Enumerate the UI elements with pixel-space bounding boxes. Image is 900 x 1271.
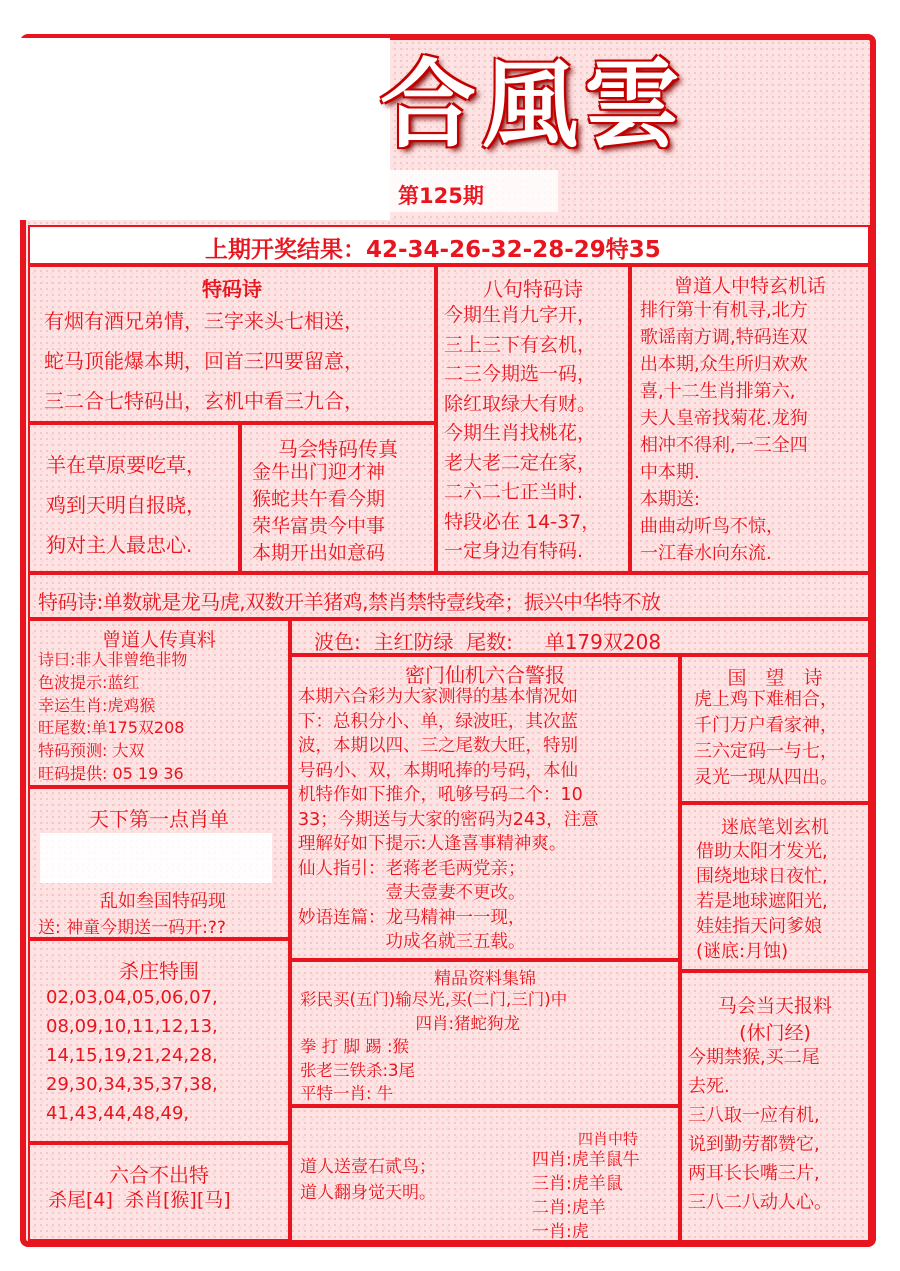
eight-line: 三上三下有玄机，: [444, 333, 597, 356]
riddle-line: 围绕地球日夜忙,: [696, 866, 828, 887]
jingpin-title: 精品资料集锦: [434, 969, 536, 989]
secret-line: 壹夫壹妻不更改。: [298, 883, 526, 903]
four-special-line: 一肖:虎: [532, 1222, 589, 1242]
poem-box: [28, 265, 436, 423]
mahui-fax-lines: [252, 459, 385, 567]
four-special-title: 四肖中特: [578, 1130, 639, 1148]
jingpin-line: 四肖:猪蛇狗龙: [300, 1013, 521, 1033]
zeng-talk-box: [630, 265, 870, 573]
secret-line: 号码小、双，本期吼捧的号码，本仙: [298, 760, 578, 781]
zeng-fax-line: 幸运生肖:虎鸡猴: [38, 695, 156, 715]
sheep-line: 狗对主人最忠心.: [46, 533, 193, 557]
kill-line: 14,15,19,21,24,28,: [46, 1045, 218, 1066]
riddle-line: (谜底:月蚀): [696, 941, 789, 962]
secret-line: 波，本期以四、三之尾数大旺，特别: [298, 736, 578, 756]
liuhe-text: 杀尾[4] 杀肖[猴][马]: [48, 1189, 231, 1211]
eight-lines-box: [436, 265, 630, 573]
wave-row: [290, 619, 870, 655]
guowang-title: 国 望 诗: [727, 667, 823, 689]
zeng-talk-line: 相冲不得利,一三全四: [640, 435, 808, 456]
secret-line: 33；今期送与大家的密码为243，注意: [298, 809, 599, 830]
mahui-today-box: [680, 971, 870, 1242]
kill-title: 杀庄特围: [119, 959, 199, 983]
result-text: 上期开奖结果：42-34-26-32-28-29特35: [205, 237, 661, 263]
eight-line: 除红取绿大有财。: [444, 392, 597, 415]
mahui-today-line: 说到勤劳都赞它,: [688, 1134, 820, 1155]
secret-box: [290, 655, 680, 960]
zeng-fax-title: 曾道人传真料: [101, 629, 216, 651]
daoren-line: 道人翻身觉天明。: [300, 1183, 436, 1203]
guowang-line: 虎上鸡下难相合，: [694, 689, 838, 710]
poem-line: 三二合七特码出，玄机中看三九合，: [44, 389, 364, 413]
zeng-fax-box: [28, 619, 290, 787]
mahui-today-line: 三八取一应有机,: [688, 1105, 820, 1126]
guowang-lines: [694, 687, 838, 791]
secret-line: 下：总积分小、单，绿波旺，其次蓝: [298, 711, 578, 732]
eight-lines: [444, 301, 600, 567]
riddle-line: 娃娃指天问爹娘: [696, 916, 822, 937]
eight-line: 今期生肖找桃花，: [444, 422, 597, 444]
mahui-fax-title: 马会特码传真: [278, 437, 398, 461]
daoren-box: [290, 1106, 680, 1242]
sheep-box: [28, 423, 240, 573]
mahui-today-line: 两耳长长嘴三片,: [688, 1163, 820, 1184]
daoren-line: 道人送壹石贰鸟；: [300, 1157, 436, 1177]
poem-lines: [44, 301, 364, 421]
secret-line: 仙人指引：老蒋老毛两党亲；: [298, 858, 526, 879]
kill-line: 29,30,34,35,37,38,: [46, 1074, 218, 1095]
issue-number: 第125期: [398, 184, 484, 208]
riddle-title: 迷底笔划玄机: [721, 817, 829, 838]
jingpin-line: 平特一肖: 牛: [300, 1084, 394, 1103]
liuhe-title: 六合不出特: [109, 1163, 209, 1187]
zeng-fax-line: 旺尾数:单175双208: [38, 718, 185, 738]
guowang-line: 灵光一现从四出。: [694, 767, 838, 788]
first-list-line: 乱如叁国特码现: [100, 891, 226, 912]
secret-line: 机特作如下推介，吼够号码二个：10: [298, 785, 583, 805]
mahui-fax-line: 荣华富贵今中事: [252, 515, 386, 537]
eight-line: 特段必在 14-37，: [444, 510, 601, 533]
four-special-lines: [532, 1148, 640, 1242]
secret-title: 密门仙机六合警报: [405, 663, 565, 687]
zeng-talk-title: 曾道人中特玄机话: [673, 275, 826, 297]
eight-title: 八句特码诗: [483, 277, 583, 301]
kill-line: 02,03,04,05,06,07,: [46, 987, 218, 1008]
riddle-line: 若是地球遮阳光,: [696, 891, 828, 912]
wave-text: 波色: 主红防绿 尾数: 单179双208: [314, 630, 662, 654]
zeng-talk-line: 中本期.: [640, 462, 700, 483]
obscured-area: [40, 833, 272, 883]
first-list-box: [28, 787, 290, 939]
sheep-line: 羊在草原要吃草，: [46, 453, 206, 477]
riddle-line: 借助太阳才发光,: [696, 841, 828, 862]
poem-line: 蛇马顶能爆本期，回首三四要留意，: [44, 349, 364, 373]
jingpin-line: 拳 打 脚 踢 :猴: [300, 1037, 410, 1056]
first-list-title: 天下第一点肖单: [89, 807, 229, 831]
guowang-line: 千门万户看家神，: [694, 715, 838, 736]
mahui-today-line: 三八二八动人心。: [688, 1192, 832, 1213]
kill-lines: [46, 983, 218, 1128]
kill-line: 41,43,44,48,49,: [46, 1103, 190, 1124]
mahui-today-line: 去死.: [688, 1076, 730, 1097]
secret-line: 功成名就三五载。: [298, 932, 526, 952]
zeng-fax-line: 色波提示:蓝红: [38, 672, 140, 692]
poem-line: 有烟有酒兄弟情，三字来头七相送，: [44, 309, 364, 333]
mahui-fax-line: 本期开出如意码: [252, 542, 386, 564]
zeng-fax-line: 诗曰:非人非曾绝非物: [38, 650, 188, 669]
four-special-line: 三肖:虎羊鼠: [532, 1174, 623, 1194]
four-special-line: 四肖:虎羊鼠牛: [532, 1150, 640, 1170]
guowang-line: 三六定码一与七，: [694, 741, 838, 762]
zeng-fax-line: 特码预测: 大双: [38, 741, 145, 761]
zeng-talk-line: 曲曲动听鸟不惊，: [640, 516, 784, 537]
mahui-today-title: 马会当天报料: [717, 995, 832, 1017]
eight-line: 老大老二定在家，: [444, 451, 597, 474]
sheep-line: 鸡到天明自报晓，: [46, 493, 206, 517]
secret-line: 妙语连篇：龙马精神一一现，: [298, 907, 526, 928]
daoren-lines: [300, 1154, 436, 1206]
zeng-talk-line: 出本期,众生所归欢欢: [640, 354, 808, 375]
liuhe-box: [28, 1143, 290, 1241]
eight-line: 二六二七正当时.: [444, 481, 584, 503]
eight-line: 一定身边有特码.: [444, 540, 584, 562]
mahui-fax-line: 猴蛇共午看今期: [252, 488, 386, 510]
riddle-box: [680, 803, 870, 971]
riddle-lines: [696, 839, 828, 964]
zeng-talk-line: 喜,十二生肖排第六,: [640, 381, 796, 402]
eight-line: 今期生肖九字开，: [444, 304, 597, 326]
zeng-talk-lines: [640, 297, 808, 567]
eight-line: 二三今期选一码，: [444, 363, 597, 385]
jingpin-box: [290, 960, 680, 1106]
four-special-line: 二肖:虎羊: [532, 1198, 606, 1218]
jingpin-line: 彩民买(五门)输尽光,买(二门,三门)中: [300, 990, 568, 1009]
banner-row: [28, 573, 870, 619]
zeng-fax-lines: [38, 649, 187, 786]
kill-line: 08,09,10,11,12,13,: [46, 1016, 218, 1037]
zeng-fax-line: 旺码提供: 05 19 36: [38, 763, 184, 783]
poem-title: 特码诗: [202, 277, 262, 301]
zeng-talk-line: 夫人皇帝找菊花.龙狗: [640, 408, 808, 429]
secret-line: 理解好如下提示:人逢喜事精神爽。: [298, 834, 567, 854]
result-row: [28, 225, 870, 265]
jingpin-line: 张老三铁杀:3尾: [300, 1060, 416, 1080]
mahui-today-line: 今期禁猴,买二尾: [688, 1047, 820, 1068]
obscured-logo-area: [18, 38, 390, 220]
jingpin-lines: [300, 988, 567, 1106]
zeng-talk-line: 一江春水向东流.: [640, 543, 772, 564]
mahui-fax-box: [240, 423, 436, 573]
zeng-talk-line: 本期送:: [640, 489, 701, 510]
secret-line: 本期六合彩为大家测得的基本情况如: [298, 687, 578, 707]
kill-box: [28, 939, 290, 1143]
sheep-lines: [46, 445, 206, 565]
zeng-talk-line: 歌谣南方调,特码连双: [640, 327, 808, 348]
mahui-today-subtitle: (休门经): [739, 1022, 811, 1044]
brand-title: 合風雲: [380, 48, 686, 161]
guowang-box: [680, 655, 870, 803]
banner-text: 特码诗:单数就是龙马虎,双数开羊猪鸡,禁肖禁特壹线牵；振兴中华特不放: [38, 590, 661, 614]
secret-lines: [298, 685, 599, 955]
mahui-fax-line: 金牛出门迎才神: [252, 461, 386, 483]
zeng-talk-line: 排行第十有机寻,北方: [640, 300, 808, 321]
mahui-today-lines: [688, 1043, 832, 1217]
first-list-line: 送: 神童今期送一码开:??: [38, 918, 226, 938]
